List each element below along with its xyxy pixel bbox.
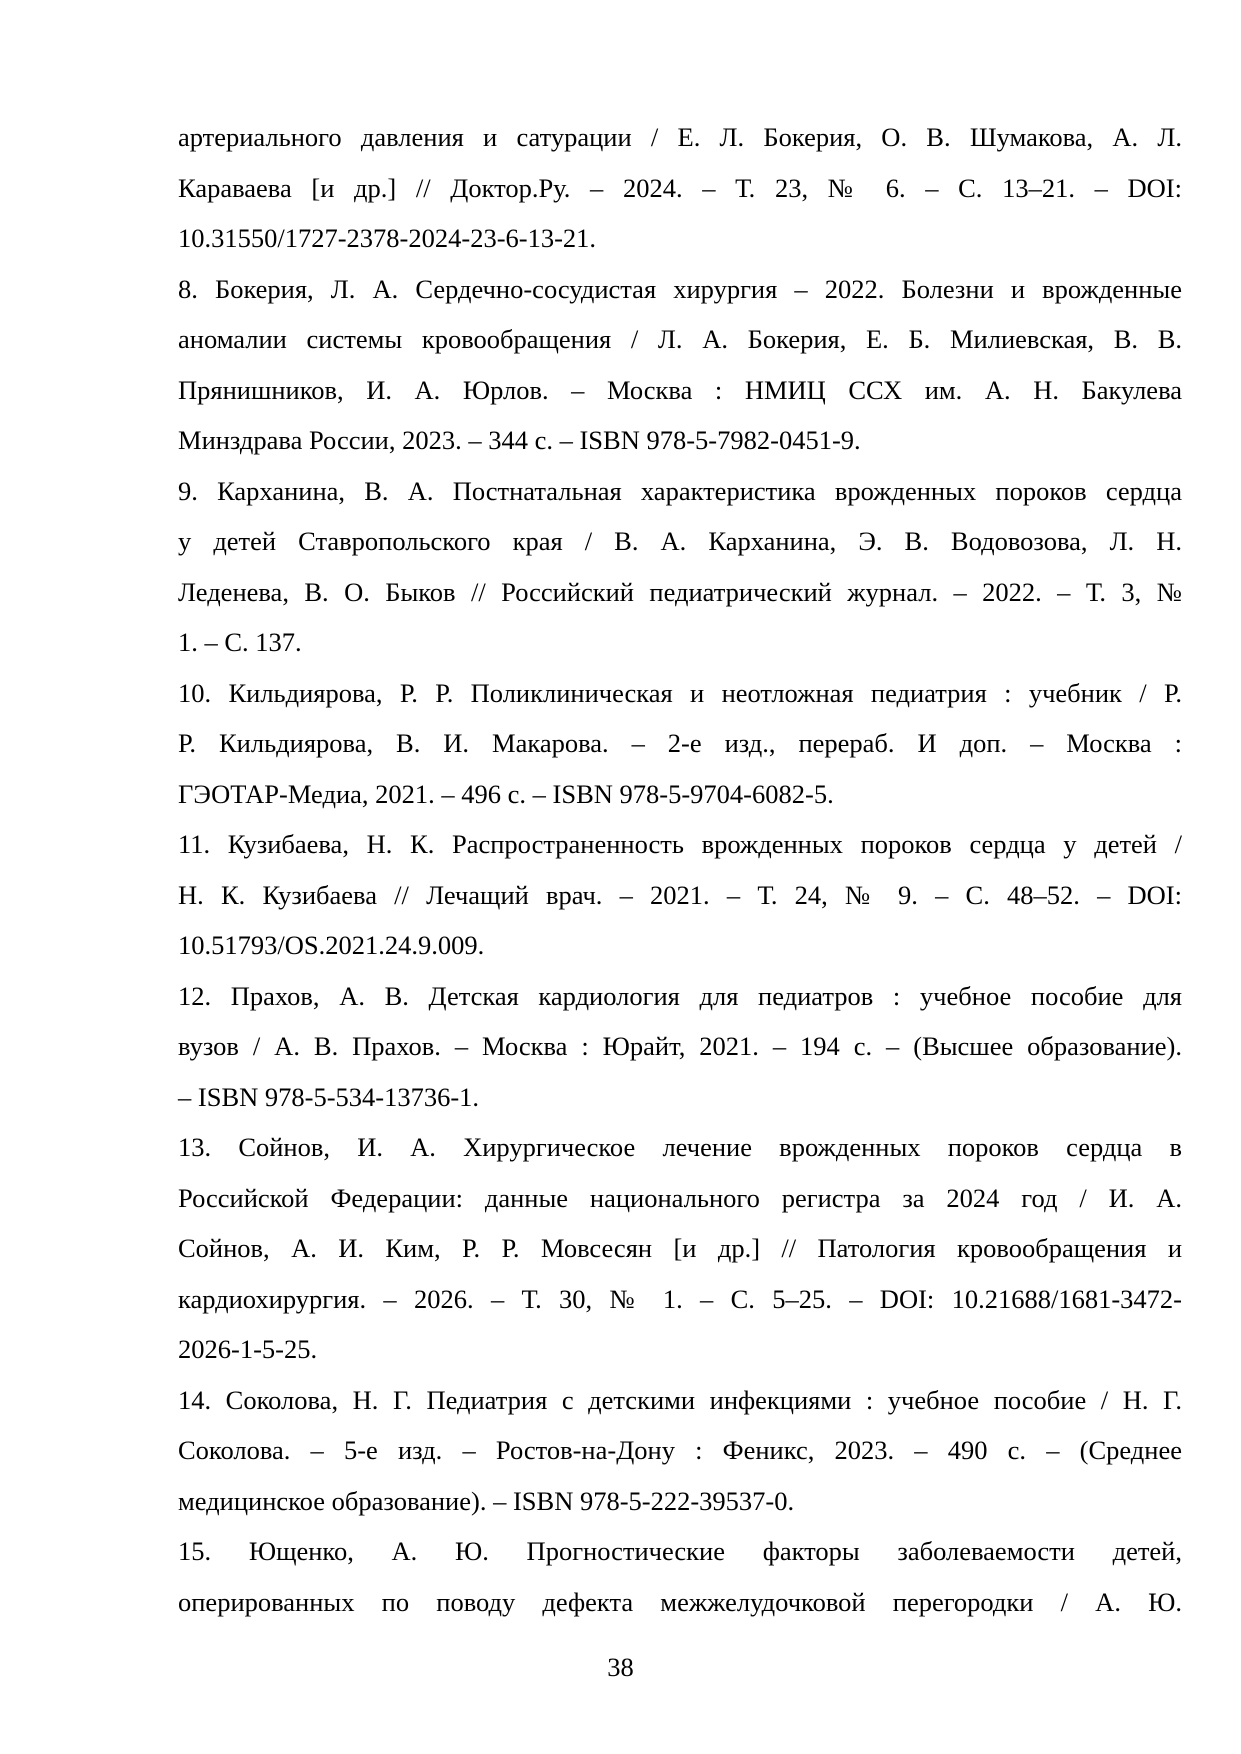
reference-line: Российской Федерации: данные национального регистра за 2024 год / И. А.	[178, 1182, 1182, 1213]
reference-line: 9. Карханина, В. А. Постнатальная характеристика врожденных пороков сердца	[178, 475, 1182, 506]
reference-line: артериального давления и сатурации / Е. Л. Бокерия, О. В. Шумакова, А. Л.	[178, 122, 1182, 152]
reference-line: Караваева [и др.] // Доктор.Ру. – 2024. – Т. 23, № 6. – С. 13–21. – DOI:	[178, 172, 1182, 203]
reference-list	[178, 112, 1182, 1627]
reference-line: Леденева, В. О. Быков // Российский педиатрический журнал. – 2022. – Т. 3, №	[178, 576, 1182, 607]
reference-line: 2026-1-5-25.	[178, 1334, 318, 1364]
reference-entry	[178, 1375, 1182, 1527]
reference-line: – ISBN 978-5-534-13736-1.	[178, 1081, 480, 1112]
reference-entry	[178, 668, 1182, 820]
reference-line: вузов / А. В. Прахов. – Москва : Юрайт, 2021. – 194 с. – (Высшее образование).	[178, 1031, 1182, 1061]
reference-line: 12. Прахов, А. В. Детская кардиология для педиатров : учебное пособие для	[178, 980, 1182, 1011]
reference-entry	[178, 819, 1182, 971]
reference-line: 13. Сойнов, И. А. Хирургическое лечение врожденных пороков сердца в	[178, 1132, 1182, 1162]
reference-line: медицинское образование). – ISBN 978-5-222-39537-0.	[178, 1485, 795, 1516]
page-number: 38	[607, 1652, 634, 1682]
reference-line: оперированных по поводу дефекта межжелудочковой перегородки / А. Ю.	[178, 1586, 1182, 1617]
reference-entry	[178, 264, 1182, 466]
reference-line: 11. Кузибаева, Н. К. Распространенность врожденных пороков сердца у детей /	[178, 829, 1182, 859]
reference-entry	[178, 1526, 1182, 1627]
reference-line: ГЭОТАР-Медиа, 2021. – 496 с. – ISBN 978-5-9704-6082-5.	[178, 778, 834, 809]
reference-line: Р. Кильдиярова, В. И. Макарова. – 2-е изд., перераб. И доп. – Москва :	[178, 728, 1182, 758]
reference-entry	[178, 971, 1182, 1123]
reference-line: Сойнов, А. И. Ким, Р. Р. Мовсесян [и др.] // Патология кровообращения и	[178, 1233, 1182, 1263]
reference-line: Минздрава России, 2023. – 344 с. – ISBN 978-5-7982-0451-9.	[178, 425, 861, 455]
reference-line: 10.31550/1727-2378-2024-23-6-13-21.	[178, 223, 597, 253]
reference-line: 10.51793/OS.2021.24.9.009.	[178, 930, 485, 960]
reference-line: аномалии системы кровообращения / Л. А. Бокерия, Е. Б. Милиевская, В. В.	[178, 324, 1182, 354]
reference-entry	[178, 466, 1182, 668]
reference-line: 14. Соколова, Н. Г. Педиатрия с детскими инфекциями : учебное пособие / Н. Г.	[178, 1384, 1182, 1415]
reference-line: Прянишников, И. А. Юрлов. – Москва : НМИЦ ССХ им. А. Н. Бакулева	[178, 374, 1182, 405]
reference-line: Н. К. Кузибаева // Лечащий врач. – 2021. – Т. 24, № 9. – С. 48–52. – DOI:	[178, 879, 1182, 910]
reference-entry	[178, 1122, 1182, 1375]
reference-line: 10. Кильдиярова, Р. Р. Поликлиническая и неотложная педиатрия : учебник / Р.	[178, 677, 1182, 708]
reference-line: 8. Бокерия, Л. А. Сердечно-сосудистая хирургия – 2022. Болезни и врожденные	[178, 273, 1182, 304]
reference-line: Соколова. – 5-е изд. – Ростов-на-Дону : Феникс, 2023. – 490 с. – (Среднее	[178, 1435, 1182, 1465]
reference-line: у детей Ставропольского края / В. А. Карханина, Э. В. Водовозова, Л. Н.	[178, 526, 1182, 556]
reference-entry	[178, 112, 1182, 264]
reference-line: кардиохирургия. – 2026. – Т. 30, № 1. – С. 5–25. – DOI: 10.21688/1681-3472-	[178, 1283, 1182, 1314]
reference-line: 1. – С. 137.	[178, 627, 302, 657]
reference-line: 15. Ющенко, А. Ю. Прогностические факторы заболеваемости детей,	[178, 1536, 1182, 1566]
